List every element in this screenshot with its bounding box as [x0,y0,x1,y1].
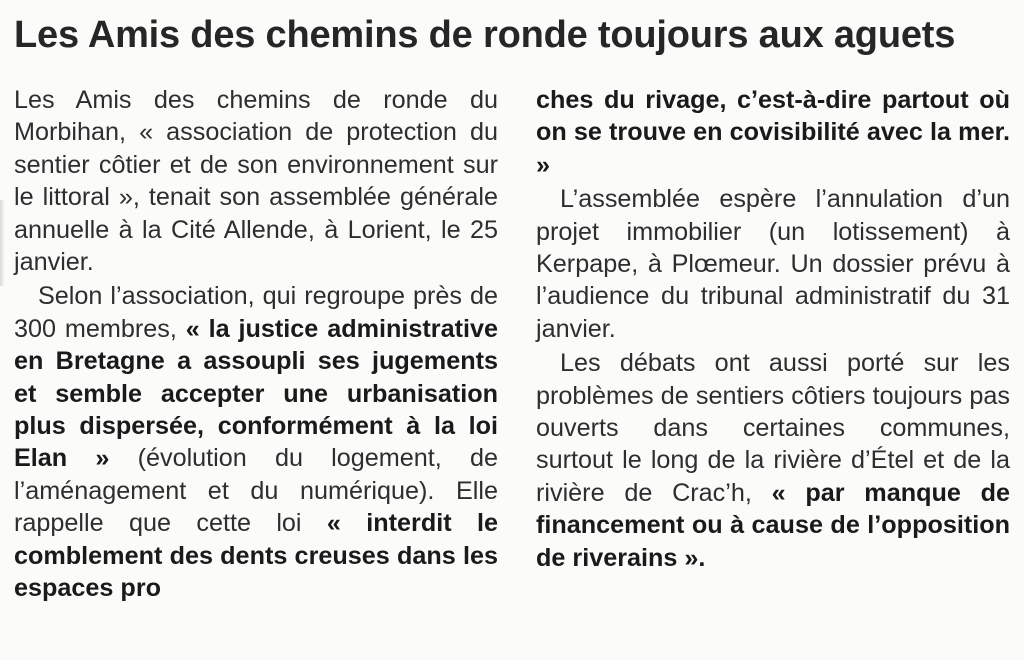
paragraph-kerpape: L’assemblée espère l’annulation d’un projet immobilier (un lotissement) à Kerpape, à Plœmeur. Un dossier prévu à l’audience du tribunal administratif du 31 janvier. [536,185,1010,343]
text-run: Selon l’association, qui regroupe près de 300 membres, [14,282,498,343]
paragraph-association-view [14,280,498,604]
page-edge-shadow [0,200,5,286]
paragraph-debates [536,347,1010,574]
article-headline: Les Amis des chemins de ronde toujours aux aguets [14,14,956,56]
text-run: Les débats ont aussi porté sur les problèmes de sentiers côtiers toujours pas ouverts dans certaines communes, surtout le long de la rivière d’Étel et de la rivière de Crac’h, [536,349,1010,507]
quote-loi-elan-start: « interdit le comblement des dents creuses dans les espaces pro [14,509,498,603]
paragraph-intro: Les Amis des chemins de ronde du Morbihan, « association de protection du sentier côtier et de son environnement sur le littoral », tenait son assemblée générale annuelle à la Cité Allende, à Lorient, le 25 janvier. [14,86,498,277]
article-column-right [536,84,1010,576]
article-column-left [14,84,498,607]
paragraph-continuation [536,84,1010,181]
text-run: (évolution du logement, de l’aménagement et du numérique). Elle rappelle que cette loi [14,444,498,538]
quote-justice-administrative: « la justice administrative en Bretagne a assoupli ses jugements et semble accepter une urbanisation plus dispersée, conformément à la loi Elan » [14,314,498,473]
quote-financement: « par manque de financement ou à cause de l’opposition de riverains » [536,478,1010,572]
quote-loi-elan-end: ches du rivage, c’est-à-dire partout où on se trouve en covisibilité avec la mer. » [536,86,1010,179]
closing-period: . [698,543,706,572]
